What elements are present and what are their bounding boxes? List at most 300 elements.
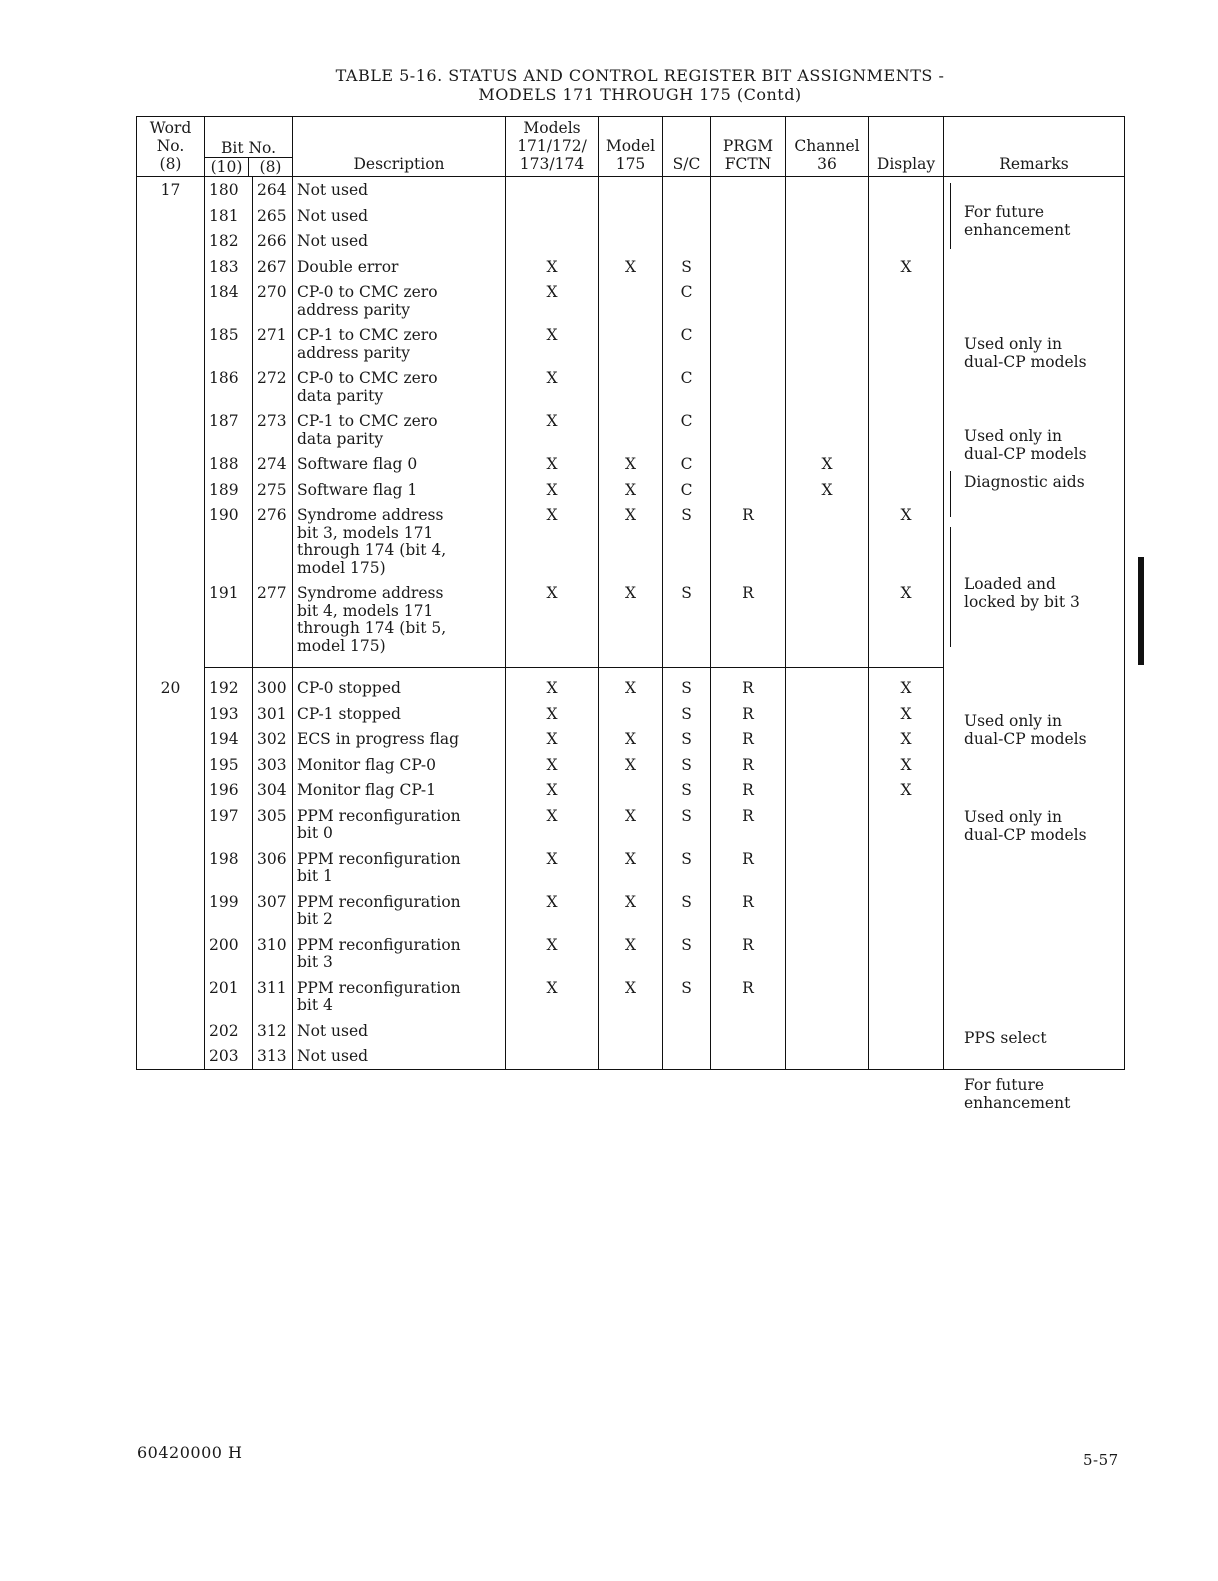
display-mark [869, 203, 944, 229]
register-bit-table [136, 116, 1125, 1112]
models-171-174-mark: X [506, 932, 599, 975]
description-cell [293, 228, 506, 254]
description-line: PPM reconfiguration [297, 849, 461, 868]
bit-octal-cell: 271 [253, 322, 293, 365]
header-models-line: 171/172/ [517, 137, 587, 155]
description-line: data parity [297, 429, 384, 448]
channel-36-mark [786, 752, 869, 778]
header-bit-no-label: Bit No. [220, 139, 277, 157]
table-title-line-1: TABLE 5-16. STATUS AND CONTROL REGISTER BIT ASSIGNMENTS - [335, 66, 945, 85]
description-line: through 174 (bit 4, [297, 541, 447, 559]
description-line: PPM reconfiguration [297, 806, 461, 825]
sc-mark: C [663, 322, 711, 365]
header-display: Display [869, 117, 944, 177]
models-171-174-mark: X [506, 408, 599, 451]
display-mark [869, 477, 944, 503]
description-line: bit 4, models 171 [297, 601, 434, 620]
prgm-fctn-mark: R [711, 846, 786, 889]
description-cell [293, 975, 506, 1018]
channel-36-mark [786, 322, 869, 365]
sc-mark: C [663, 477, 711, 503]
models-171-174-mark: X [506, 777, 599, 803]
description-line: CP-1 stopped [297, 704, 401, 723]
header-model-line: Model [605, 137, 656, 155]
prgm-fctn-mark [711, 451, 786, 477]
models-171-174-mark: X [506, 701, 599, 727]
header-bit-subcolumns [205, 157, 292, 176]
channel-36-mark [786, 975, 869, 1018]
prgm-fctn-mark: R [711, 726, 786, 752]
bit-decimal-cell: 188 [205, 451, 253, 477]
bit-octal-cell: 304 [253, 777, 293, 803]
table-title [300, 66, 980, 104]
sc-mark [663, 1018, 711, 1044]
display-mark [869, 846, 944, 889]
channel-36-mark [786, 203, 869, 229]
bit-decimal-cell: 203 [205, 1043, 253, 1069]
remark-text [964, 427, 1118, 463]
prgm-fctn-mark: R [711, 889, 786, 932]
models-171-174-mark: X [506, 451, 599, 477]
description-cell [293, 408, 506, 451]
header-description: Description [293, 117, 506, 177]
models-171-174-mark: X [506, 668, 599, 701]
sc-mark: S [663, 777, 711, 803]
bit-decimal-cell: 184 [205, 279, 253, 322]
channel-36-mark [786, 1018, 869, 1044]
channel-36-mark [786, 803, 869, 846]
sc-mark [663, 203, 711, 229]
description-cell [293, 803, 506, 846]
prgm-fctn-mark [711, 322, 786, 365]
channel-36-mark [786, 777, 869, 803]
display-mark: X [869, 580, 944, 668]
bit-decimal-cell: 185 [205, 322, 253, 365]
remarks-cell [944, 668, 1125, 1112]
prgm-fctn-mark: R [711, 502, 786, 580]
channel-36-mark [786, 177, 869, 203]
remark-text [964, 808, 1118, 844]
description-line: Monitor flag CP-1 [297, 781, 437, 799]
display-mark [869, 228, 944, 254]
bit-octal-cell: 273 [253, 408, 293, 451]
model-175-mark [599, 1043, 663, 1069]
description-line: PPM reconfiguration [297, 892, 461, 911]
description-line: Not used [297, 1047, 369, 1065]
remark-text [964, 1029, 1118, 1047]
model-175-mark [599, 322, 663, 365]
models-171-174-mark [506, 1018, 599, 1044]
sc-mark: C [663, 408, 711, 451]
description-line: Not used [297, 206, 369, 225]
prgm-fctn-mark [711, 408, 786, 451]
bit-octal-cell: 300 [253, 668, 293, 701]
description-cell [293, 777, 506, 803]
prgm-fctn-mark [711, 365, 786, 408]
bit-decimal-cell: 190 [205, 502, 253, 580]
model-175-mark [599, 408, 663, 451]
prgm-fctn-mark: R [711, 701, 786, 727]
description-cell [293, 177, 506, 203]
bit-octal-cell: 267 [253, 254, 293, 280]
header-word-line: Word [149, 119, 192, 137]
model-175-mark: X [599, 477, 663, 503]
prgm-fctn-mark: R [711, 803, 786, 846]
description-cell [293, 365, 506, 408]
bit-decimal-cell: 186 [205, 365, 253, 408]
bit-decimal-cell: 196 [205, 777, 253, 803]
bit-octal-cell: 306 [253, 846, 293, 889]
description-line: Not used [297, 232, 369, 250]
sc-mark: S [663, 502, 711, 580]
header-channel-line: Channel [794, 137, 860, 155]
model-175-mark: X [599, 932, 663, 975]
header-model-175 [599, 117, 663, 177]
prgm-fctn-mark [711, 177, 786, 203]
header-remarks: Remarks [944, 117, 1125, 177]
header-models-line: Models [523, 119, 581, 137]
remark-line: Loaded and [964, 575, 1056, 593]
header-prgm-fctn [711, 117, 786, 177]
description-cell [293, 203, 506, 229]
remark-text [964, 575, 1118, 611]
models-171-174-mark [506, 1043, 599, 1069]
prgm-fctn-mark: R [711, 932, 786, 975]
sc-mark: S [663, 254, 711, 280]
bit-decimal-cell: 200 [205, 932, 253, 975]
description-line: PPM reconfiguration [297, 935, 461, 954]
models-171-174-mark: X [506, 365, 599, 408]
bit-octal-cell: 307 [253, 889, 293, 932]
model-175-mark: X [599, 803, 663, 846]
model-175-mark: X [599, 451, 663, 477]
bit-decimal-cell: 191 [205, 580, 253, 668]
models-171-174-mark: X [506, 975, 599, 1018]
description-line: CP-0 to CMC zero [297, 369, 438, 387]
remark-line: dual-CP models [964, 353, 1087, 371]
bit-octal-cell: 302 [253, 726, 293, 752]
description-cell [293, 279, 506, 322]
display-mark [869, 279, 944, 322]
models-171-174-mark: X [506, 846, 599, 889]
channel-36-mark [786, 365, 869, 408]
bit-decimal-cell: 197 [205, 803, 253, 846]
header-bit-8: (8) [248, 158, 292, 176]
description-line: Not used [297, 1021, 369, 1040]
sc-mark: S [663, 975, 711, 1018]
models-171-174-mark: X [506, 580, 599, 668]
bit-octal-cell: 305 [253, 803, 293, 846]
models-171-174-mark: X [506, 477, 599, 503]
bit-decimal-cell: 201 [205, 975, 253, 1018]
display-mark: X [869, 752, 944, 778]
channel-36-mark [786, 701, 869, 727]
prgm-fctn-mark [711, 279, 786, 322]
prgm-fctn-mark: R [711, 777, 786, 803]
bit-decimal-cell: 180 [205, 177, 253, 203]
description-cell [293, 322, 506, 365]
header-word-line: (8) [159, 155, 182, 173]
channel-36-mark [786, 889, 869, 932]
description-line: Monitor flag CP-0 [297, 755, 437, 774]
remark-text [964, 1076, 1118, 1112]
models-171-174-mark: X [506, 322, 599, 365]
sc-mark: S [663, 803, 711, 846]
bit-decimal-cell: 183 [205, 254, 253, 280]
bit-decimal-cell: 193 [205, 701, 253, 727]
description-line: CP-0 stopped [297, 679, 401, 697]
header-word-no [137, 117, 205, 177]
description-cell [293, 451, 506, 477]
remark-text [964, 473, 1118, 491]
header-channel-line: 36 [817, 155, 837, 173]
sc-mark: S [663, 701, 711, 727]
display-mark [869, 365, 944, 408]
display-mark [869, 451, 944, 477]
description-line: bit 1 [297, 867, 333, 885]
sc-mark: S [663, 726, 711, 752]
description-line: Double error [297, 257, 399, 276]
sc-mark [663, 228, 711, 254]
remark-text [964, 203, 1118, 239]
bit-decimal-cell: 202 [205, 1018, 253, 1044]
model-175-mark: X [599, 254, 663, 280]
model-175-mark: X [599, 502, 663, 580]
bit-octal-cell: 275 [253, 477, 293, 503]
models-171-174-mark [506, 228, 599, 254]
remark-line: Diagnostic aids [964, 473, 1085, 491]
bit-decimal-cell: 195 [205, 752, 253, 778]
models-171-174-mark [506, 203, 599, 229]
bit-decimal-cell: 189 [205, 477, 253, 503]
models-171-174-mark: X [506, 279, 599, 322]
display-mark [869, 408, 944, 451]
table-title-line-2: MODELS 171 THROUGH 175 (Contd) [478, 85, 802, 104]
display-mark [869, 932, 944, 975]
prgm-fctn-mark: R [711, 752, 786, 778]
models-171-174-mark: X [506, 726, 599, 752]
display-mark: X [869, 254, 944, 280]
description-cell [293, 889, 506, 932]
models-171-174-mark [506, 177, 599, 203]
description-line: ECS in progress flag [297, 730, 460, 748]
description-line: address parity [297, 300, 411, 319]
bit-octal-cell: 276 [253, 502, 293, 580]
document-number: 60420000 H [137, 1443, 243, 1462]
sc-mark: S [663, 846, 711, 889]
model-175-mark [599, 701, 663, 727]
remark-line: PPS select [964, 1028, 1047, 1047]
prgm-fctn-mark: R [711, 580, 786, 668]
models-171-174-mark: X [506, 752, 599, 778]
bit-octal-cell: 266 [253, 228, 293, 254]
channel-36-mark [786, 1043, 869, 1069]
description-cell [293, 254, 506, 280]
display-mark: X [869, 726, 944, 752]
display-mark [869, 889, 944, 932]
model-175-mark [599, 228, 663, 254]
description-cell [293, 502, 506, 580]
models-171-174-mark: X [506, 502, 599, 580]
remark-line: Used only in [964, 335, 1062, 353]
remark-line: For future [964, 203, 1045, 221]
sc-mark: S [663, 889, 711, 932]
description-cell [293, 477, 506, 503]
channel-36-mark [786, 279, 869, 322]
page-number: 5-57 [1083, 1451, 1119, 1469]
header-channel-36 [786, 117, 869, 177]
remark-line: dual-CP models [964, 729, 1087, 748]
prgm-fctn-mark [711, 254, 786, 280]
prgm-fctn-mark [711, 1043, 786, 1069]
bit-octal-cell: 311 [253, 975, 293, 1018]
header-row [137, 117, 1125, 177]
bit-octal-cell: 313 [253, 1043, 293, 1069]
remark-line: Used only in [964, 427, 1062, 445]
sc-mark: S [663, 668, 711, 701]
bit-decimal-cell: 194 [205, 726, 253, 752]
sc-mark: S [663, 752, 711, 778]
models-171-174-mark: X [506, 803, 599, 846]
remark-text [964, 712, 1118, 748]
word-number-cell: 17 [137, 177, 205, 668]
remark-line: locked by bit 3 [964, 593, 1080, 611]
display-mark: X [869, 701, 944, 727]
model-175-mark: X [599, 580, 663, 668]
models-171-174-mark: X [506, 254, 599, 280]
model-175-mark: X [599, 846, 663, 889]
models-171-174-mark: X [506, 889, 599, 932]
channel-36-mark [786, 668, 869, 701]
sc-mark: S [663, 932, 711, 975]
channel-36-mark: X [786, 451, 869, 477]
display-mark [869, 177, 944, 203]
bit-octal-cell: 265 [253, 203, 293, 229]
channel-36-mark [786, 726, 869, 752]
model-175-mark: X [599, 752, 663, 778]
description-cell [293, 726, 506, 752]
sc-mark: C [663, 365, 711, 408]
description-line: Syndrome address [297, 584, 444, 602]
bit-decimal-cell: 182 [205, 228, 253, 254]
description-cell [293, 701, 506, 727]
prgm-fctn-mark [711, 228, 786, 254]
model-175-mark: X [599, 975, 663, 1018]
description-line: bit 0 [297, 824, 333, 842]
description-line: bit 3, models 171 [297, 523, 434, 542]
display-mark [869, 322, 944, 365]
remark-line: Used only in [964, 807, 1062, 826]
remark-line: dual-CP models [964, 445, 1087, 463]
bit-decimal-cell: 198 [205, 846, 253, 889]
remarks-cell [944, 177, 1125, 668]
bit-octal-cell: 310 [253, 932, 293, 975]
display-mark: X [869, 502, 944, 580]
channel-36-mark [786, 580, 869, 668]
channel-36-mark: X [786, 477, 869, 503]
channel-36-mark [786, 254, 869, 280]
channel-36-mark [786, 408, 869, 451]
header-prgm-line: FCTN [724, 155, 772, 173]
description-line: Software flag 0 [297, 455, 418, 473]
remark-text [964, 335, 1118, 371]
description-cell [293, 1043, 506, 1069]
prgm-fctn-mark: R [711, 668, 786, 701]
prgm-fctn-mark [711, 477, 786, 503]
sc-mark: S [663, 580, 711, 668]
description-line: model 175) [297, 558, 386, 577]
model-175-mark [599, 777, 663, 803]
description-line: Syndrome address [297, 506, 444, 524]
remark-brace [950, 183, 951, 249]
remark-brace [950, 527, 951, 647]
bit-decimal-cell: 187 [205, 408, 253, 451]
model-175-mark [599, 177, 663, 203]
header-models-line: 173/174 [519, 155, 585, 173]
table-row [137, 177, 1125, 203]
description-line: Software flag 1 [297, 480, 418, 499]
bit-decimal-cell: 199 [205, 889, 253, 932]
display-mark [869, 1018, 944, 1044]
channel-36-mark [786, 846, 869, 889]
description-cell [293, 1018, 506, 1044]
remark-line: Used only in [964, 711, 1062, 730]
sc-mark: C [663, 279, 711, 322]
sc-mark [663, 177, 711, 203]
display-mark [869, 1043, 944, 1069]
model-175-mark [599, 203, 663, 229]
sc-mark: C [663, 451, 711, 477]
header-models-171-174 [506, 117, 599, 177]
channel-36-mark [786, 502, 869, 580]
description-line: PPM reconfiguration [297, 978, 461, 997]
bit-octal-cell: 301 [253, 701, 293, 727]
display-mark: X [869, 777, 944, 803]
bit-decimal-cell: 181 [205, 203, 253, 229]
bit-octal-cell: 264 [253, 177, 293, 203]
model-175-mark [599, 365, 663, 408]
sc-mark [663, 1043, 711, 1069]
header-sc: S/C [663, 117, 711, 177]
table-body [137, 177, 1125, 1112]
bit-octal-cell: 274 [253, 451, 293, 477]
word-number-cell: 20 [137, 668, 205, 1070]
remark-brace [950, 471, 951, 517]
display-mark [869, 975, 944, 1018]
bit-octal-cell: 270 [253, 279, 293, 322]
description-line: Not used [297, 181, 369, 199]
remark-line: enhancement [964, 221, 1071, 239]
description-cell [293, 932, 506, 975]
header-word-line: No. [156, 137, 185, 155]
bit-octal-cell: 312 [253, 1018, 293, 1044]
bit-decimal-cell: 192 [205, 668, 253, 701]
bit-octal-cell: 277 [253, 580, 293, 668]
remark-line: dual-CP models [964, 825, 1087, 844]
description-line: bit 2 [297, 910, 333, 928]
change-bar [1138, 557, 1144, 665]
description-cell [293, 580, 506, 668]
header-bit-10: (10) [210, 158, 243, 176]
prgm-fctn-mark [711, 1018, 786, 1044]
description-line: CP-0 to CMC zero [297, 283, 438, 301]
description-line: bit 4 [297, 996, 333, 1014]
channel-36-mark [786, 932, 869, 975]
header-bit-no [205, 117, 293, 177]
description-line: bit 3 [297, 953, 333, 971]
channel-36-mark [786, 228, 869, 254]
prgm-fctn-mark: R [711, 975, 786, 1018]
